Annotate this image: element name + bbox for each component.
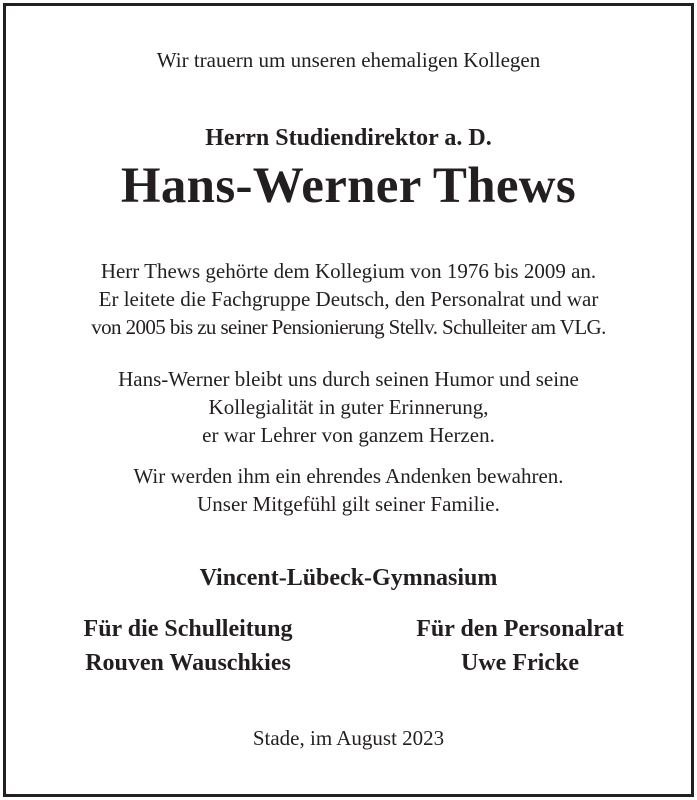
intro-text: Wir trauern um unseren ehemaligen Kollegen <box>156 48 541 72</box>
signature-name: Rouven Wauschkies <box>85 650 291 676</box>
signature-staff-council <box>370 612 670 680</box>
signature-name: Uwe Fricke <box>461 650 579 676</box>
school-name: Vincent-Lübeck-Gymnasium <box>199 565 498 591</box>
paragraph-condolence <box>0 462 697 518</box>
paragraph-line: Wir werden ihm ein ehrendes Andenken bewahren. <box>133 464 564 488</box>
paragraph-remembrance <box>0 365 697 449</box>
paragraph-career <box>0 257 697 341</box>
signature-role: Für den Personalrat <box>416 616 624 642</box>
paragraph-line: von 2005 bis zu seiner Pensionierung Stellv. Schulleiter am VLG. <box>91 315 606 339</box>
paragraph-line: Er leitete die Fachgruppe Deutsch, den Personalrat und war <box>98 287 599 311</box>
paragraph-line: Kollegialität in guter Erinnerung, <box>208 395 489 419</box>
place-date: Stade, im August 2023 <box>252 726 445 750</box>
paragraph-line: Hans-Werner bleibt uns durch seinen Humor und seine <box>118 367 579 391</box>
paragraph-line: er war Lehrer von ganzem Herzen. <box>202 423 495 447</box>
signature-role: Für die Schulleitung <box>83 616 293 642</box>
deceased-title: Herrn Studiendirektor a. D. <box>205 125 492 151</box>
signature-school-management <box>48 612 328 680</box>
deceased-name: Hans-Werner Thews <box>120 158 577 214</box>
paragraph-line: Herr Thews gehörte dem Kollegium von 1976 bis 2009 an. <box>100 259 597 283</box>
paragraph-line: Unser Mitgefühl gilt seiner Familie. <box>197 492 500 516</box>
